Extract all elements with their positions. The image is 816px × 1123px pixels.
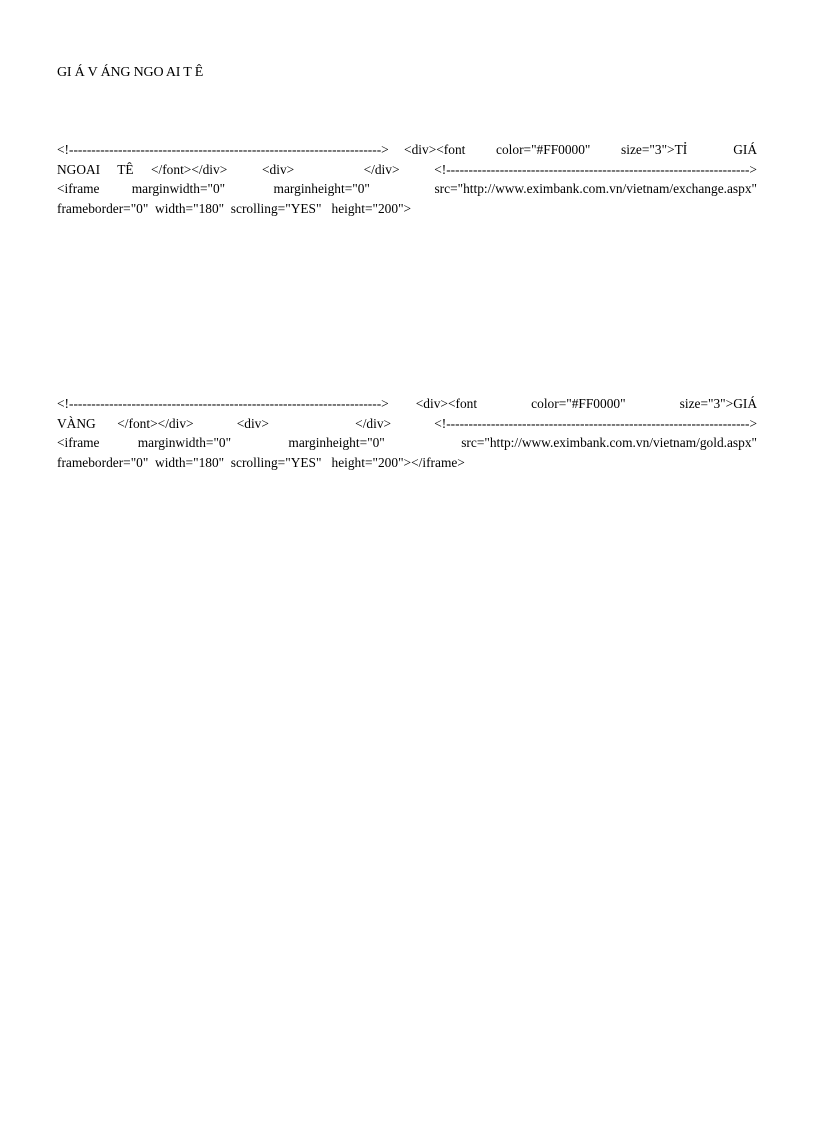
code-line: VÀNG </font></div> <div> </div> <!--------------------------------------------------------------------> [57,415,757,431]
code-line: <!----------------------------------------------------------------------> <div><font color="#FF0000" size="3">GIÁ [57,396,757,411]
exchange-rate-code-block [57,140,757,218]
code-line: frameborder="0" width="180" scrolling="YES" height="200"> [57,200,412,216]
gold-price-code-block [57,394,757,472]
code-line: <iframe marginwidth="0" marginheight="0" src="http://www.eximbank.com.vn/vietnam/exchange.aspx" [57,181,757,196]
code-line: frameborder="0" width="180" scrolling="YES" height="200"></iframe> [57,454,465,470]
page-title: GI Á V ÁNG NGO AI T Ê [57,65,204,80]
code-line: <iframe marginwidth="0" marginheight="0" src="http://www.eximbank.com.vn/vietnam/gold.aspx" [57,435,757,450]
code-line: NGOAI TÊ </font></div> <div> </div> <!--------------------------------------------------------------------> [57,161,757,177]
code-line: <!----------------------------------------------------------------------> <div><font color="#FF0000" size="3">TỈ GIÁ [57,142,757,157]
